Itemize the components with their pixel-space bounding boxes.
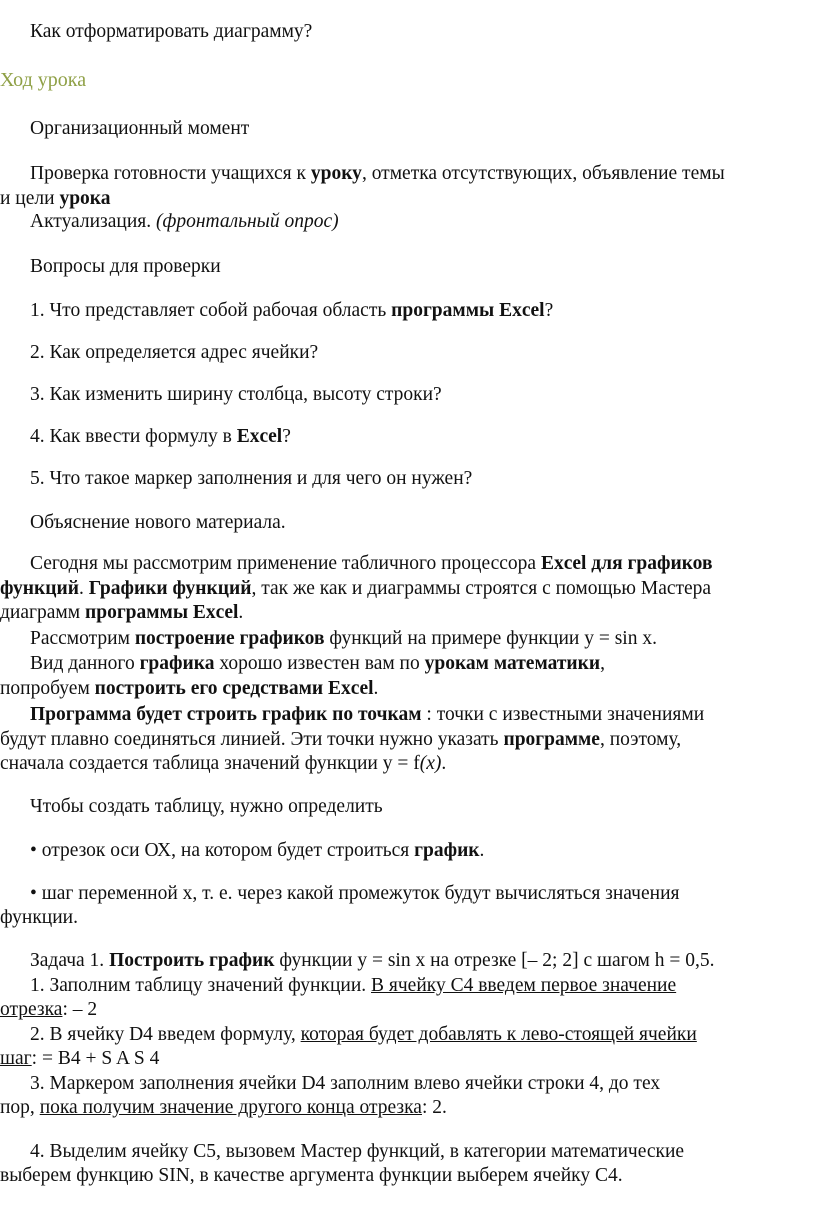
program-line-1: Программа будет строить график по точкам : точки с известными значениями — [30, 704, 705, 725]
step-1-line-2: отрезка: – 2 — [0, 999, 98, 1020]
check-line-1: Проверка готовности учащихся к уроку, отметка отсутствующих, объявление темы — [30, 163, 725, 184]
today-line-2: функций. Графики функций, так же как и диаграммы строятся с помощью Мастера — [0, 578, 712, 599]
create-table-line: Чтобы создать таблицу, нужно определить — [30, 796, 383, 817]
step-3-line-1: 3. Маркером заполнения ячейки D4 заполним влево ячейки строки 4, до тех — [30, 1073, 661, 1094]
step-4-line-1: 4. Выделим ячейку С5, вызовем Мастер функций, в категории математические — [30, 1141, 685, 1162]
view-line-2: попробуем построить его средствами Excel. — [0, 678, 379, 699]
today-line-1: Сегодня мы рассмотрим применение табличного процессора Excel для графиков — [30, 553, 713, 574]
step-1-line-1: 1. Заполним таблицу значений функции. В ячейку С4 введем первое значение — [30, 975, 677, 996]
topic-question: Как отформатировать диаграмму? — [30, 21, 313, 42]
question-5: 5. Что такое маркер заполнения и для чего он нужен? — [30, 468, 473, 489]
step-4-line-2: выберем функцию SIN, в качестве аргумента функции выберем ячейку С4. — [0, 1165, 623, 1186]
today-line-3: диаграмм программы Excel. — [0, 602, 244, 623]
program-line-3: сначала создается таблица значений функции y = f(x). — [0, 753, 447, 774]
question-3: 3. Как изменить ширину столбца, высоту строки? — [30, 384, 442, 405]
question-4: 4. Как ввести формулу в Excel? — [30, 426, 291, 447]
questions-intro: Вопросы для проверки — [30, 256, 221, 277]
step-2-line-1: 2. В ячейку D4 введем формулу, которая будет добавлять к лево-стоящей ячейки — [30, 1024, 697, 1045]
question-1: 1. Что представляет собой рабочая область программы Excel? — [30, 300, 554, 321]
consider-line: Рассмотрим построение графиков функций на примере функции y = sin x. — [30, 628, 657, 649]
program-line-2: будут плавно соединяться линией. Эти точки нужно указать программе, поэтому, — [0, 729, 682, 750]
task-1: Задача 1. Построить график функции y = sin x на отрезке [– 2; 2] с шагом h = 0,5. — [30, 950, 715, 971]
step-2-line-2: шаг: = В4 + S A S 4 — [0, 1048, 160, 1069]
question-2: 2. Как определяется адрес ячейки? — [30, 342, 319, 363]
bullet-step-line-2: функции. — [0, 907, 78, 928]
new-material-heading: Объяснение нового материала. — [30, 512, 286, 533]
bullet-segment: • отрезок оси ОХ, на котором будет строиться график. — [30, 840, 485, 861]
check-line-2: и цели урока — [0, 188, 111, 209]
bullet-step-line-1: • шаг переменной х, т. е. через какой промежуток будут вычисляться значения — [30, 883, 680, 904]
step-3-line-2: пор, пока получим значение другого конца отрезка: 2. — [0, 1097, 447, 1118]
section-heading: Ход урока — [0, 69, 87, 91]
actualization: Актуализация. (фронтальный опрос) — [30, 211, 339, 232]
org-moment: Организационный момент — [30, 118, 250, 139]
view-line-1: Вид данного графика хорошо известен вам по урокам математики, — [30, 653, 605, 674]
